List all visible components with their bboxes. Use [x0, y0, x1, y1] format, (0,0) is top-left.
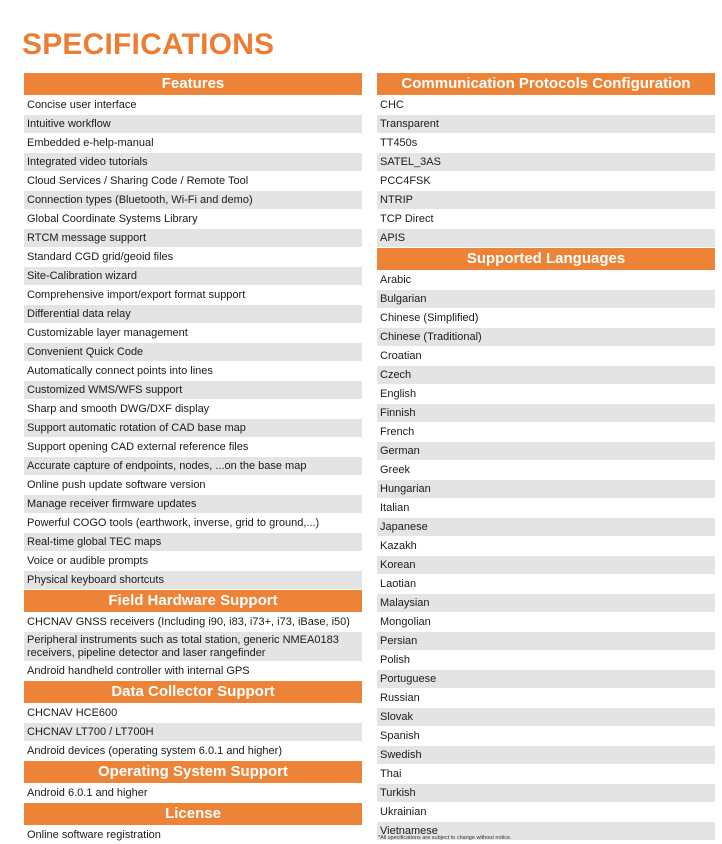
spec-item: Kazakh	[380, 540, 417, 552]
spec-item: Intuitive workflow	[24, 115, 362, 133]
page-title: SPECIFICATIONS	[22, 28, 275, 61]
spec-item: Online push update software version	[27, 479, 206, 491]
spec-item: Support opening CAD external reference files	[27, 441, 249, 453]
section-header-license: License	[24, 803, 362, 825]
spec-item: Customizable layer management	[27, 327, 188, 339]
spec-item: Concise user interface	[27, 99, 137, 111]
spec-item: Thai	[380, 768, 402, 780]
spec-item: TCP Direct	[380, 213, 434, 225]
spec-item: Malaysian	[377, 594, 715, 612]
spec-item: Finnish	[377, 404, 715, 422]
right-column	[377, 73, 715, 840]
left-column	[24, 73, 362, 844]
spec-item: Online software registration	[27, 829, 161, 841]
spec-item: CHCNAV GNSS receivers (Including i90, i83, i73+, i73, iBase, i50)	[27, 616, 350, 628]
spec-item: Voice or audible prompts	[27, 555, 149, 567]
spec-item: Chinese (Simplified)	[380, 312, 479, 324]
spec-item: Cloud Services / Sharing Code / Remote Tool	[27, 175, 249, 187]
section-header-features: Features	[24, 73, 362, 95]
spec-item: Greek	[380, 464, 410, 476]
spec-item: Physical keyboard shortcuts	[24, 571, 362, 589]
spec-item: Croatian	[380, 350, 422, 362]
section-header-communication-protocols-configuration: Communication Protocols Configuration	[377, 73, 715, 95]
spec-item: Site-Calibration wizard	[24, 267, 362, 285]
spec-item: Global Coordinate Systems Library	[27, 213, 198, 225]
spec-item: Italian	[380, 502, 410, 514]
spec-item: Ukrainian	[380, 806, 427, 818]
spec-item: Automatically connect points into lines	[27, 365, 213, 377]
spec-item: French	[380, 426, 415, 438]
spec-item: APIS	[377, 229, 715, 247]
spec-item: CHCNAV LT700 / LT700H	[24, 723, 362, 741]
spec-item: Standard CGD grid/geoid files	[27, 251, 174, 263]
spec-item: CHCNAV HCE600	[27, 707, 118, 719]
spec-item: Powerful COGO tools (earthwork, inverse, grid to ground,...)	[27, 517, 320, 529]
spec-item: Vietnamese	[377, 822, 715, 840]
spec-item: SATEL_3AS	[377, 153, 715, 171]
spec-item: Comprehensive import/export format support	[27, 289, 246, 301]
spec-item: PCC4FSK	[380, 175, 431, 187]
spec-item: Differential data relay	[24, 305, 362, 323]
spec-item: Arabic	[380, 274, 412, 286]
spec-item: Hungarian	[377, 480, 715, 498]
spec-item: Slovak	[377, 708, 715, 726]
spec-item: Spanish	[380, 730, 420, 742]
section-header-supported-languages: Supported Languages	[377, 248, 715, 270]
spec-item: NTRIP	[377, 191, 715, 209]
section-header-data-collector-support: Data Collector Support	[24, 681, 362, 703]
section-header-field-hardware-support: Field Hardware Support	[24, 590, 362, 612]
spec-item: Integrated video tutorials	[24, 153, 362, 171]
spec-item: Turkish	[377, 784, 715, 802]
spec-item: Bulgarian	[377, 290, 715, 308]
spec-item: German	[377, 442, 715, 460]
spec-item: Support automatic rotation of CAD base map	[24, 419, 362, 437]
spec-item: Embedded e-help-manual	[27, 137, 154, 149]
spec-item: Android devices (operating system 6.0.1 and higher)	[27, 745, 282, 757]
spec-item: Swedish	[377, 746, 715, 764]
spec-item: Laotian	[380, 578, 417, 590]
spec-item: Real-time global TEC maps	[24, 533, 362, 551]
spec-item: Android 6.0.1 and higher	[27, 787, 148, 799]
spec-item: Accurate capture of endpoints, nodes, ...on the base map	[24, 457, 362, 475]
spec-item: TT450s	[380, 137, 418, 149]
spec-item: Persian	[377, 632, 715, 650]
spec-item: Peripheral instruments such as total station, generic NMEA0183 receivers, pipeline detector and laser rangefinder	[24, 632, 362, 661]
spec-item: Russian	[380, 692, 420, 704]
spec-item: Polish	[380, 654, 410, 666]
spec-item: Connection types (Bluetooth, Wi-Fi and demo)	[24, 191, 362, 209]
section-header-operating-system-support: Operating System Support	[24, 761, 362, 783]
spec-item: Chinese (Traditional)	[377, 328, 715, 346]
footnote: *All specifications are subject to change without notice.	[378, 835, 512, 841]
spec-item: Convenient Quick Code	[24, 343, 362, 361]
spec-item: Portuguese	[377, 670, 715, 688]
spec-item: Sharp and smooth DWG/DXF display	[27, 403, 210, 415]
spec-item: Korean	[377, 556, 715, 574]
spec-item: English	[380, 388, 417, 400]
spec-item: Transparent	[377, 115, 715, 133]
spec-item: CHC	[380, 99, 404, 111]
spec-item: Manage receiver firmware updates	[24, 495, 362, 513]
spec-item: Android handheld controller with internal GPS	[27, 665, 250, 677]
spec-item: Czech	[377, 366, 715, 384]
spec-item: RTCM message support	[24, 229, 362, 247]
spec-item: Mongolian	[380, 616, 431, 628]
spec-item: Japanese	[377, 518, 715, 536]
spec-item: Customized WMS/WFS support	[24, 381, 362, 399]
